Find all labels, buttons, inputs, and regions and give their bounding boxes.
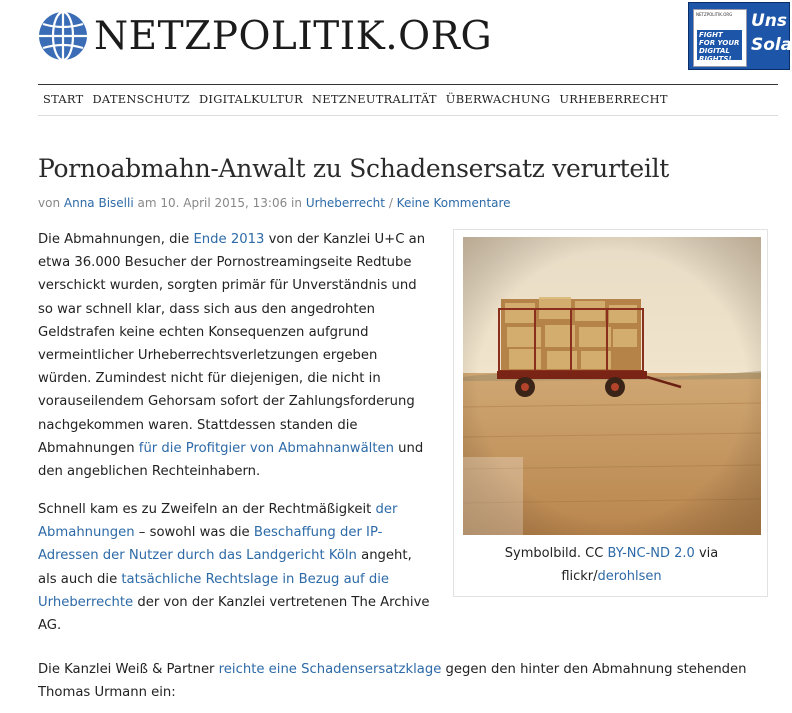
category-link[interactable]: Urheberrecht — [305, 196, 385, 210]
p1-text-1: Die Abmahnungen, die — [38, 232, 194, 247]
banner-card — [693, 9, 747, 67]
nav-item-datenschutz[interactable]: DATENSCHUTZ — [92, 92, 190, 106]
banner-line-2: Sola — [751, 35, 792, 55]
hay-trailer-photo[interactable] — [463, 237, 761, 535]
article-meta — [38, 196, 511, 210]
article-figure — [453, 229, 768, 597]
banner-card-headline: FIGHT FOR YOUR DIGITAL RIGHTS! — [697, 30, 742, 60]
campaign-banner[interactable] — [688, 2, 790, 70]
paragraph-2 — [38, 498, 433, 637]
p2-text-4: der von der Kanzlei vertretenen The Archive AG. — [38, 594, 430, 634]
meta-separator: / — [385, 196, 397, 210]
link-ip-adressen[interactable]: Beschaffung der IP-Adressen der Nutzer durch das Landgericht Köln — [38, 525, 383, 564]
nav-item-digitalkultur[interactable]: DIGITALKULTUR — [198, 92, 303, 106]
p2-text-1: Schnell kam es zu Zweifeln an der Rechtmäßigkeit — [38, 502, 376, 517]
paragraph-1 — [38, 228, 433, 483]
nav-top-rule — [38, 84, 778, 85]
author-link[interactable]: Anna Biselli — [63, 196, 134, 210]
paragraph-3 — [38, 658, 778, 704]
meta-date: am 10. April 2015, 13:06 in — [133, 196, 306, 210]
p3-text-2: gegen den hinter den Abmahnung stehenden Thomas Urmann ein: — [38, 662, 747, 701]
p1-text-3: und den angeblichen Rechteinhabern. — [38, 440, 424, 480]
main-nav — [43, 92, 668, 106]
figure-caption — [454, 542, 769, 588]
banner-text — [751, 9, 792, 57]
link-ende-2013[interactable]: Ende 2013 — [193, 232, 265, 247]
nav-bottom-rule — [38, 115, 778, 116]
site-title: NETZPOLITIK.ORG — [94, 13, 493, 59]
p2-text-3: angeht, als auch die — [38, 548, 412, 587]
p3-text-1: Die Kanzlei Weiß & Partner — [38, 662, 219, 677]
license-link[interactable]: BY-NC-ND 2.0 — [607, 546, 695, 561]
site-logo[interactable] — [38, 10, 492, 62]
meta-by: von — [38, 196, 64, 210]
link-rechtslage[interactable]: tatsächliche Rechtslage in Bezug auf die Urheberrechte — [38, 571, 390, 610]
nav-item-urheberrecht[interactable]: URHEBERRECHT — [559, 92, 668, 106]
flickr-user-link[interactable]: derohlsen — [597, 569, 662, 584]
link-abmahnungen[interactable]: der Abmahnungen — [38, 502, 398, 541]
article-title: Pornoabmahn-Anwalt zu Schadensersatz verurteilt — [38, 154, 670, 183]
p1-text-2: von der Kanzlei U+C an etwa 36.000 Besucher der Pornostreamingseite Redtube verschickt wurden, sorgten primär für Unverständnis und so war schnell klar, dass sich aus den angedrohten Geldstrafen keine echten Konsequenzen aufgrund vermeintlicher Urheberrechtsverletzungen ergeben würden. Zumindest nicht für diejenigen, die nicht in vorauseilendem Gehorsam sofort der Zahlungsforderung nachgekommen waren. Stattdessen standen die Abmahnungen — [38, 232, 426, 456]
nav-item-netzneutralitaet[interactable]: NETZNEUTRALITÄT — [311, 92, 437, 106]
nav-item-ueberwachung[interactable]: ÜBERWACHUNG — [445, 92, 551, 106]
p2-text-2: – sowohl was die — [134, 525, 254, 541]
nav-item-start[interactable]: START — [43, 92, 84, 106]
caption-text-1: Symbolbild. CC — [504, 546, 608, 561]
caption-text-2: via flickr/ — [561, 546, 719, 584]
banner-card-small-text: NETZPOLITIK.ORG — [696, 12, 733, 17]
banner-line-1: Uns — [751, 11, 788, 31]
globe-icon — [38, 11, 88, 61]
comments-link[interactable]: Keine Kommentare — [396, 196, 511, 210]
link-profitgier[interactable]: für die Profitgier von Abmahnanwälten — [138, 440, 394, 456]
link-schadensersatzklage[interactable]: reichte eine Schadensersatzklage — [218, 662, 442, 677]
